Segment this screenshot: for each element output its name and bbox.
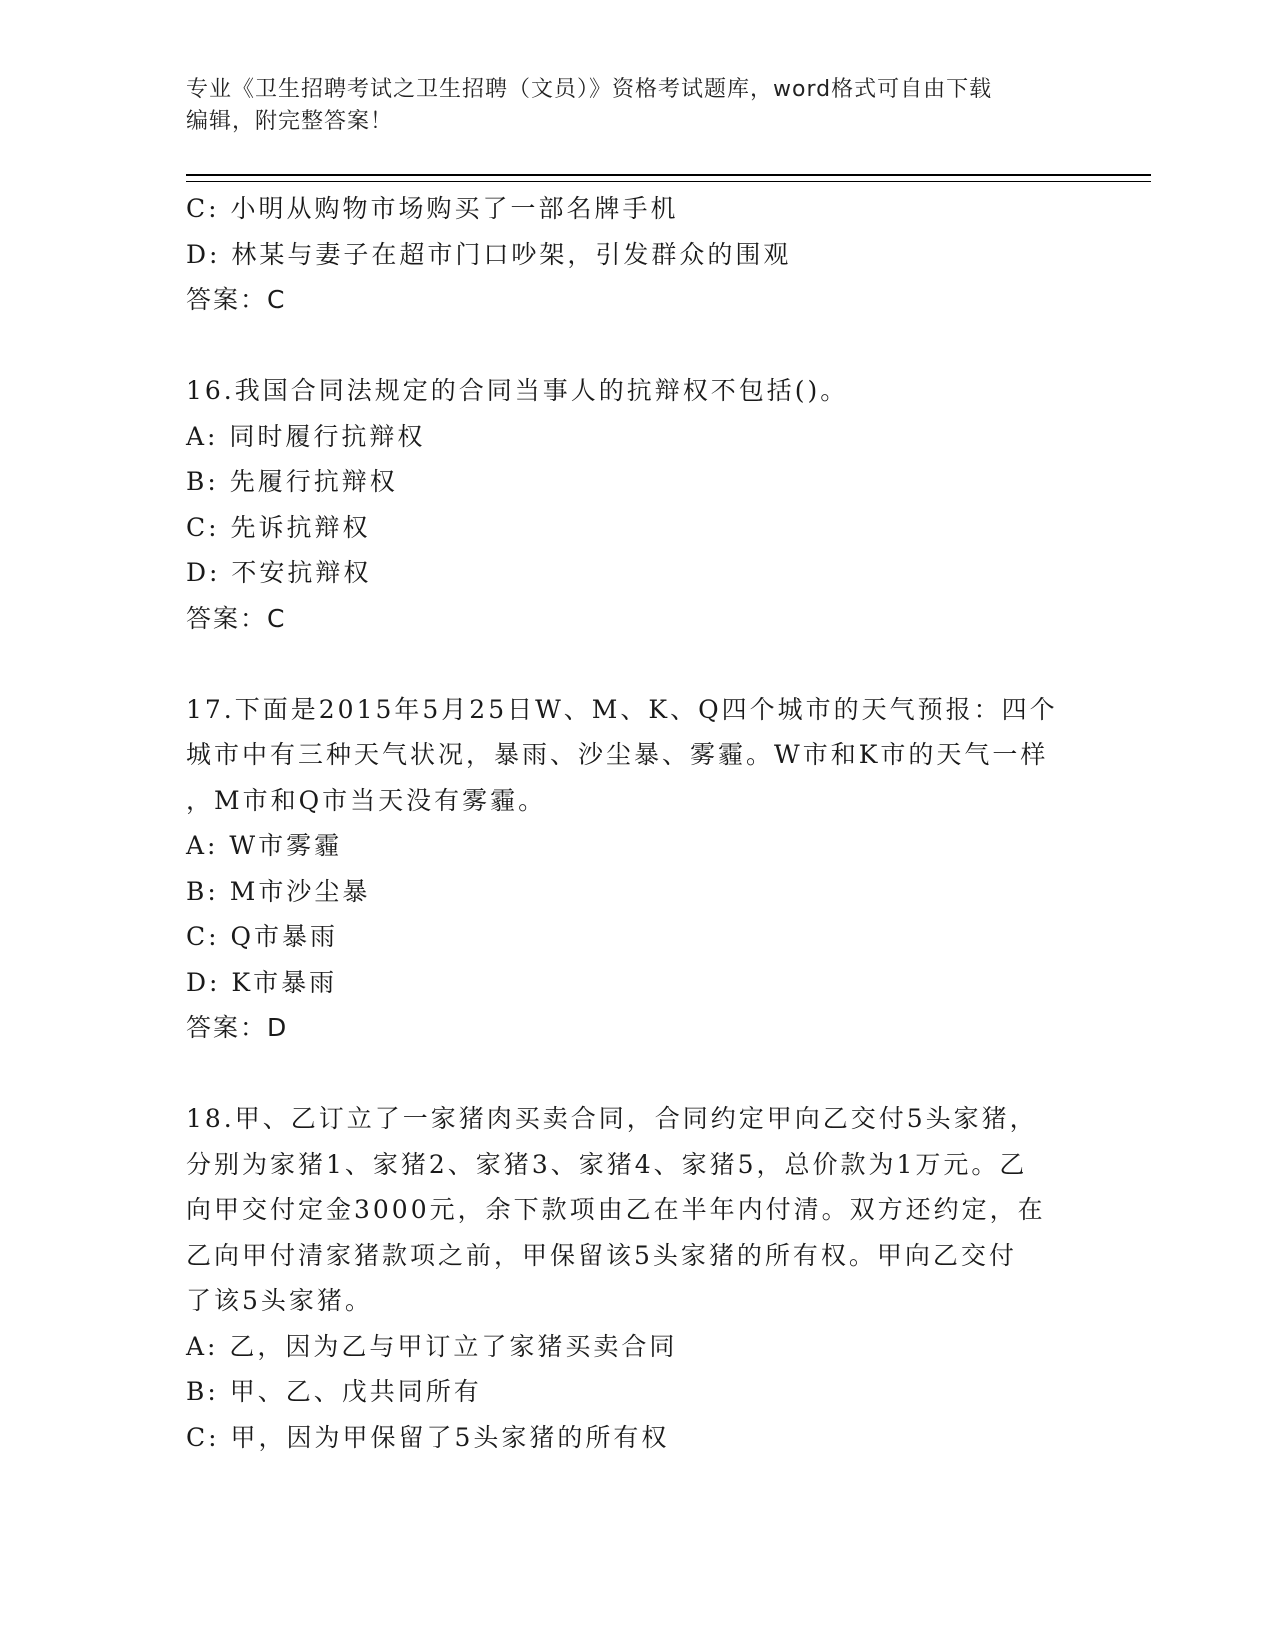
spacer <box>186 1051 1086 1097</box>
question-stem-line-2: 分别为家猪1、家猪2、家猪3、家猪4、家猪5，总价款为1万元。乙 <box>186 1149 1028 1179</box>
option-a: A: 乙，因为乙与甲订立了家猪买卖合同 <box>186 1331 678 1361</box>
header-line-2: 编辑，附完整答案！ <box>186 109 394 134</box>
question-stem-line-1: 18.甲、乙订立了一家猪肉买卖合同，合同约定甲向乙交付5头家猪， <box>186 1104 1038 1133</box>
option-c: C: 甲，因为甲保留了5头家猪的所有权 <box>186 1422 670 1452</box>
option-b: B: M市沙尘暴 <box>186 876 371 906</box>
question-17 <box>186 687 1086 1051</box>
answer: 答案：C <box>186 603 287 633</box>
header-divider-thin <box>186 181 1151 182</box>
header-divider-thick <box>186 174 1151 176</box>
option-d: D: K市暴雨 <box>186 967 338 997</box>
document-header <box>186 74 1066 138</box>
option-c: C: Q市暴雨 <box>186 922 338 951</box>
question-stem: 16.我国合同法规定的合同当事人的抗辩权不包括()。 <box>186 376 849 405</box>
question-16 <box>186 368 1086 641</box>
option-c: C: 先诉抗辩权 <box>186 512 371 542</box>
spacer <box>186 641 1086 687</box>
option-b: B: 甲、乙、戊共同所有 <box>186 1377 482 1406</box>
question-stem-line-1: 17.下面是2015年5月25日W、M、K、Q四个城市的天气预报：四个 <box>186 694 1058 724</box>
option-b: B: 先履行抗辩权 <box>186 467 398 496</box>
answer: 答案：D <box>186 1013 289 1042</box>
header-line-1: 专业《卫生招聘考试之卫生招聘（文员）》资格考试题库，word格式可自由下载 <box>186 77 993 102</box>
option-d: D: 不安抗辩权 <box>186 558 372 587</box>
question-stem-line-5: 了该5头家猪。 <box>186 1286 373 1315</box>
option-a: A: W市雾霾 <box>186 831 343 860</box>
question-stem-line-3: ，M市和Q市当天没有雾霾。 <box>186 785 547 815</box>
answer: 答案：C <box>186 285 287 314</box>
option-a: A: 同时履行抗辩权 <box>186 421 426 451</box>
question-stem-line-3: 向甲交付定金3000元，余下款项由乙在半年内付清。双方还约定，在 <box>186 1195 1046 1224</box>
option-c: C: 小明从购物市场购买了一部名牌手机 <box>186 194 679 223</box>
question-content <box>186 186 1086 1460</box>
question-stem-line-4: 乙向甲付清家猪款项之前，甲保留该5头家猪的所有权。甲向乙交付 <box>186 1240 1017 1270</box>
question-15 <box>186 186 1086 323</box>
question-stem-line-2: 城市中有三种天气状况，暴雨、沙尘暴、雾霾。W市和K市的天气一样 <box>186 740 1049 769</box>
question-18 <box>186 1096 1086 1460</box>
option-d: D: 林某与妻子在超市门口吵架，引发群众的围观 <box>186 239 792 269</box>
spacer <box>186 323 1086 369</box>
